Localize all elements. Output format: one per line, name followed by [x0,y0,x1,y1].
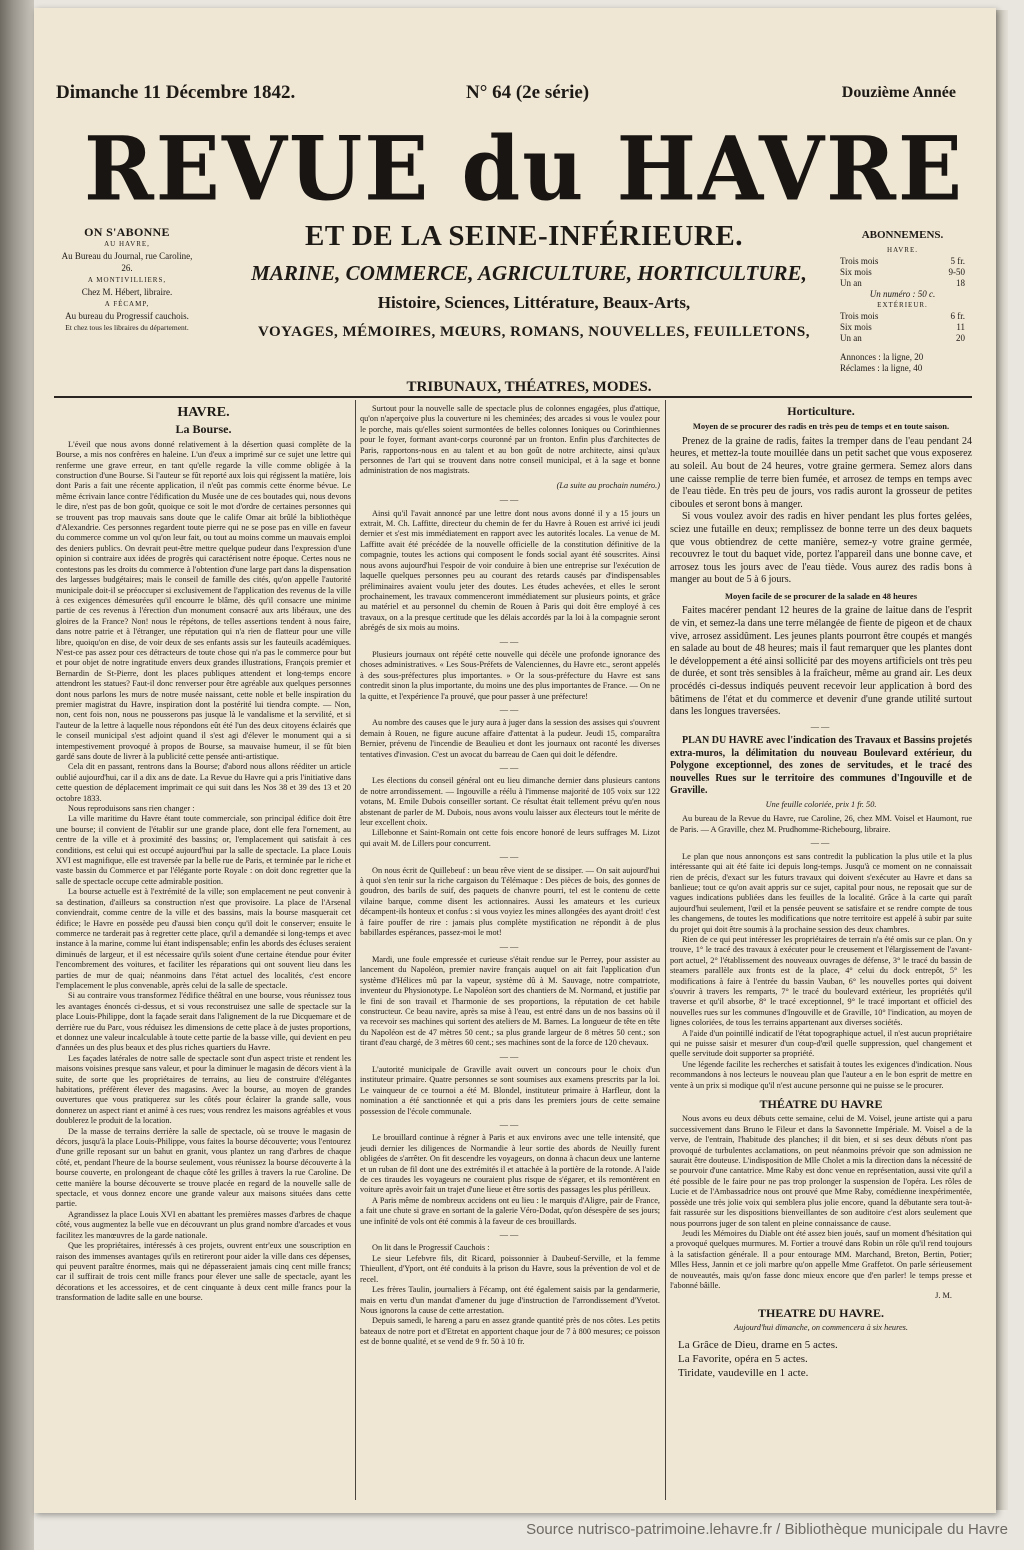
topics-line-2: Histoire, Sciences, Littérature, Beaux-Arts, [377,293,691,312]
paragraph: On lit dans le Progressif Cauchois : [372,1243,490,1253]
plan-announcement: PLAN DU HAVRE avec l'indication des Travaux et Bassins projetés extra-muros, la délimitation du nouveau Boulevard extérieur, du Polygone exceptionnel, des zones de servitudes, et le tracé des nouvelles Rues sur le territoire des communes d'Ingouville et de Graville. [670,735,972,797]
topics-line-3: VOYAGES, MÉMOIRES, MŒURS, ROMANS, NOUVELLES, FEUILLETONS, [257,324,811,340]
single-issue-price: Un numéro : 50 c. [869,289,936,299]
programme-item: Tiridate, vaudeville en 1 acte. [678,1366,809,1379]
subheading: Moyen de se procurer des radis en très peu de temps et en toute saison. [692,421,950,432]
paragraph: A l'aide d'un pointillé indicatif de l'état topographique actuel, il n'est aucun propriétaire qui ne puisse saisir et mesurer d'un coup-d'œil quelle suppression, quel changement et quelle servitude doit supporter sa propriété. [670,1028,972,1059]
paragraph: Une légende facilite les recherches et satisfait à toutes les exigences d'indication. Nous recommandons à nos lecteurs le nouveau plan que l'auteur a en le bon esprit de mettre en vente à un prix si modique qu'il n'est aucune personne qui ne puisse se le procurer. [670,1059,972,1090]
montivilliers-label: A MONTIVILLIERS, [87,276,167,284]
subheading: Moyen facile de se procurer de la salade en 48 heures [724,590,918,601]
paragraph: L'autorité municipale de Graville avait ouvert un concours pour le choix d'un instituteur primaire. Quatre personnes se sont soumises aux examens prescrits par la loi. Le vainqueur de ce tournoi a été M. Blondel, instituteur primaire à Harfleur, dont la nomination a été sanctionnée et qui a pris dans les premiers jours de cette semaine possession de l'école communale. [360,1064,660,1116]
newspaper-page [34,8,996,1513]
column-rule [665,400,666,1500]
subscribe-heading: ON S'ABONNE [84,225,170,239]
paragraph: Nous avons eu deux débuts cette semaine, celui de M. Voisel, jeune artiste qui a paru successivement dans Bruno le Fileur et dans la Savonnette Impériale. M. Voisel a de la verve, de l'entrain, l'habitude des planches; il dit bien, et si ses deux débuts n'ont pas provoqué de turbulentes acclamations, on peut néanmoins prévoir que son admission ne saurait être douteuse. L'indisposition de Mlle Cholet a mis la direction dans la nécessité de se pourvoir d'une cantatrice. Mme Raby est donc venue en représentation, aussi vite qu'il a été possible de le faire pour ne pas trop prolonger la suspension de l'opéra. Les rôles de Lucie et de l'Ambassadrice nous ont prouvé que Mme Raby, comédienne inexpérimentée, possède une très jolie voix qui semblera plus jolie encore, quand la débutante sera tout-à-fait rassurée sur les dispositions bienveillantes de son auditoire c'est alors seulement que nous pourrons juger de son talent en pleine connaissance de cause. [670,1114,972,1228]
paragraph: Depuis samedi, le hareng a paru en assez grande quantité près de nos côtes. Les petits bateaux de notre port et d'Etretat en apportent chaque jour de 7 à 800 mesures; ce poisson est de bonne qualité, et se vend de 9 fr. 50 à 10 fr. [360,1316,660,1347]
paragraph: De la masse de terrains derrière la salle de spectacle, où se trouve le magasin de décors, jusqu'à la place Louis-Philippe, vous faites la bourse découverte; vous l'entourez d'une grille reposant sur un bahut en granit, vous plantez un rang d'arbres de chaque côté, et, pendant l'heure de la bourse seulement, vous réunissez la bourse découverte à la bourse couverte, en prolongeant de chaque côté les grilles à travers la rue Caroline. De cette manière la bourse découverte se trouve placée en regard de la nouvelle salle de spectacle, et vous donnez encore une grande valeur aux maisons situées dans cette partie. [56,1126,351,1209]
separator: —— [499,1051,521,1061]
paragraph: Lillebonne et Saint-Romain ont cette fois encore honoré de leurs suffrages M. Lizot qui avait M. de Lillers pour concurrent. [360,828,660,848]
paragraph: Au nombre des causes que le jury aura à juger dans la session des assises qui s'ouvrent demain à Rouen, ne figure aucune affaire d'attentat à la pudeur. Jeudi 15, comparaîtra Bernier, prévenu de l'incendie de Beaulieu et dont les journaux ont raconté les diverses tentatives d'invasion. C'est un avocat du barreau de Caen qui doit le défendre. [360,718,660,759]
programme-item: La Favorite, opéra en 5 actes. [678,1352,808,1365]
montivilliers-address: Chez M. Hébert, libraire. [81,287,173,297]
programme-time: Aujourd'hui dimanche, on commencera à six heures. [734,1323,908,1333]
separator: —— [499,704,521,714]
column-3 [670,404,972,1504]
paragraph: Si au contraire vous transformez l'édifice théâtral en une bourse, vous réunissez tous les avantages énoncés ci-dessus, et si vous reconstruisez une salle de spectacle sur la place Louis-Philippe, dont la façade serait dans l'alignement de la rue Dicquemare et de derrière rue du Parc, vous réduisez les dimensions de cette place à de justes proportions, et donnez une valeur incalculable à toute cette partie de la basse ville, qui devient en peu d'années un des plus beaux et des plus riches quartiers du Havre. [56,991,351,1053]
rate-price: 6 fr. [950,311,965,321]
column-rule [355,400,356,1500]
paragraph: Cela dit en passant, rentrons dans la Bourse; d'abord nous allons rééditer un article oublié aujourd'hui, car il a dix ans de date. La Revue du Havre qui a pris l'initiative dans cette question de déplacement imprimait ce qui suit dans les Nos 38 et 39 des 13 et 20 octobre 1833. [56,762,351,803]
paragraph: On nous écrit de Quillebeuf : un beau rêve vient de se dissiper. — On sait aujourd'hui à quoi s'en tenir sur la riche cargaison du Télémaque : Des pièces de bois, des gonnes de goudron, des barils de suif, des paquets de chanvre pourri, tel est le contenu de cette vilaine barque, comme disent les actionnaires. Aussi les amateurs et les curieux décampent-ils honteux et confus : si vous voyiez les mines allongées des ayant droit! c'est à faire pouffer de rire : jamais plus complète mystification ne répondit à de plus babillardes espérances, passez-moi le mot! [360,865,660,938]
plan-where: Au bureau de la Revue du Havre, rue Caroline, 26, chez MM. Voisel et Haumont, rue de Paris. — A Graville, chez M. Prudhomme-Richebourg, libraire. [670,814,972,834]
fecamp-address: Au bureau du Progressif cauchois. [65,311,189,321]
rate-row [840,278,965,289]
book-binding [0,0,34,1550]
rate-price: 18 [956,278,965,288]
rates-havre-label: HAVRE. [887,246,918,254]
separator: —— [499,852,521,862]
rate-label: Un an [840,333,862,343]
rates-exterior-label: EXTÉRIEUR. [877,301,928,309]
paragraph: Ainsi qu'il l'avait annoncé par une lettre dont nous avons donné il y a 15 jours un extrait, M. Ch. Laffitte, directeur du chemin de fer du Havre à Rouen est arrivé ici jeudi dernier et s'est mis immédiatement en rapport avec les autorités locales. La venue de M. Laffitte avait été précédée de la nouvelle officielle de la constitution définitive de la compagnie, toutes les actions qui composent le fonds social ayant été souscrites. Ainsi nous avons aujourd'hui l'espoir de voir conduire à bien une entreprise sur l'exécution de laquelle quelques personnes peu au courant des retards causés par d'indispensables préliminaires avaient voulu jeter des doutes. Les études achevées, et elles le seront prochainement, les travaux commenceront immédiatement sur plusieurs points, et grâce au matériel et au personnel du chemin de Rouen à Paris qui doit être employé à ces travaux, on a la presque certitude que les délais accordés par la loi à la compagnie seront abrégés de six mois au moins. [360,508,660,633]
rate-row [840,311,965,322]
rate-label: Six mois [840,267,872,277]
paragraph: Agrandissez la place Louis XVI en abattant les premières masses d'arbres de chaque côté, vous augmentez la belle vue en découvrant un plus grand nombre d'arcades et vous facilitez les manœuvres de la garde nationale. [56,1209,351,1240]
source-credit: Source nutrisco-patrimoine.lehavre.fr / Bibliothèque municipale du Havre [526,1521,1008,1538]
section-heading-havre: HAVRE. [177,405,230,420]
paragraph: L'éveil que nous avons donné relativement à la désertion quasi complète de la Bourse, a mis nos confrères en haleine. L'un d'eux a imprimé sur ce sujet une lettre qui renferme une grave erreur, en tant qu'elle regarde la ville comme obligée à la construction d'une Bourse. Si l'auteur se fût reporté aux lois qui régissent la matière, lois dont Paris a fait une récente application, il n'eût pas commis cette énorme bévue. Le même écrivain lance contre l'édification du Musée une de ces boutades qui, nous devons le dire, n'est pas de bon goût, quoique ce soit le mot d'ordre de certaines personnes qui se trouvent pas trop mauvais sans doute que le calife Omar ait brûlé la bibliothèque d'Alexandrie. Ces personnes regardent toute pierre qui ne se pose pas en ville en faveur du commerce comme un vol qu'on leur fait, ou tout au moins comme un mauvais emploi des deniers publics. On devrait peut-être mettre quelque pudeur dans l'expression d'une opinion si contraire aux idées de progrès qui caractérisent notre époque. Certes nous ne contestons pas les droits du commerce à l'obtention d'une large part dans la dispensation des largesses budgétaires; mais le conseil de famille des cités, qu'on appelle l'autorité municipale doit-il se préoccuper si exclusivement de l'application des revenus de la ville à ces exigences démesurées qu'il encourre le blâme, dès qu'il consacre une minime partie de ces revenus à l'érection d'un monument consacré aux arts libéraux, une des gloires de la France? Non! nous le répétons, de telles assertions tendent à nous faire, dans notre patrie et à l'étranger, une réputation qui n'a rien de flatteur pour une ville libre, quoiqu'on en dise, de voir deux de ses enfants assis sur les fauteuils académiques. N'est-ce pas assez pour ces détracteurs de toute chose qui n'a pas le commerce pour but et pour objet de notre ingratitude envers deux grandes illustrations, François premier et Bernardin de St-Pierre, dont les places publiques attendent et long-temps encore attendront les statues? Faut-il donc renverser pour être agréable aux quelques personnes dont nous parlons les murs de notre musée naissant, cette noble et belle inspiration du premier magistrat du Havre, inspiration dont la postérité lui tiendra compte. — Non, non, cent fois non, nous ne pousserons pas jusque là le vandalisme et la servilité, et si l'auteur de la lettre à laquelle nous répondons eût été l'un des deux citoyens éclairés que le conseil municipal s'est adjoint quand il s'est agi d'élever le monument qui a si intempestivement provoqué à propos de Bourse, sa mauvaise humeur, il se fût bien gardé sans doute de livrer à la publicité cette pensée anti-artistique. [56,439,351,761]
separator: —— [499,763,521,772]
programme-item: La Grâce de Dieu, drame en 5 actes. [678,1338,838,1351]
rate-row [840,267,965,278]
rate-price: 20 [956,333,965,343]
paragraph: Le sieur Lefebvre fils, dit Ricard, poissonnier à Daubeuf-Serville, et la femme Thieullent, d'Yport, ont été conduits à la prison du Havre, sous la prévention de vol et de recel. [360,1253,660,1284]
issue-year: Douzième Année [841,84,956,101]
column-2 [360,404,660,1504]
paragraph: Faites macérer pendant 12 heures de la graine de laitue dans de l'esprit de vin, et semez-la dans une terre mélangée de fiente de pigeon et de chaux vive, arrosez assidûment. Les jeunes plants pourront être coupés et mangés en salade au bout de 48 heures; mais il faut remarquer que les plantes dont le développement a été ainsi sollicité par des moyens artificiels ont très peu de durée, et sont très sensibles à la fraîcheur, même au grand air. Les deux procédés ci-dessus indiqués peuvent recevoir leur application à bord des bâtimens de l'état et du commerce et devenir d'une grande utilité surtout dans les longues traversées. [670,605,972,718]
rates-heading: ABONNEMENS. [861,229,944,241]
issue-number: N° 64 (2e série) [466,82,590,103]
paragraph: Si vous voulez avoir des radis en hiver pendant les plus fortes gelées, sciez une futaille en deux; remplissez de bonne terre un des deux baquets que vous obtiendrez de cette manière, semez-y votre graine germée, recouvrez le tout du baquet vide, portez l'appareil dans une bonne cave, et arrosez tous les jours avec de l'eau tiède. Vous aurez des radis bons à manger au bout de 5 à 6 jours. [670,511,972,586]
separator: —— [499,941,521,951]
rate-label: Six mois [840,322,872,332]
separator: —— [810,721,832,731]
signature: J. M. [935,1291,952,1301]
rate-price: 9-50 [948,267,965,277]
rate-price: 5 fr. [950,256,965,266]
column-1 [56,404,351,1504]
rate-row [840,333,965,344]
paragraph: La ville maritime du Havre étant toute commerciale, son principal édifice doit être une bourse; il convient de l'établir sur une grande place, dont elle fera l'ornement, au centre de la ville et à proximité des bassins; or, l'emplacement qui satisfait à ces conditions, est celui qui est occupé aujourd'hui par la salle de spectacle. La place Louis XVI est magnifique, elle est traversée par la belle rue de Paris, et terminée par le riche et vaste bassin du Commerce et par l'élégante porte Royale : on doit donc regretter que la salle de spectacle occupe cette admirable position. [56,814,351,886]
paragraph: Prenez de la graine de radis, faites la tremper dans de l'eau pendant 24 heures, et mettez-la toute mouillée dans un petit sachet que vous exposerez au soleil. Au bout de 24 heures, votre graine germera. Semez alors dans une caisse remplie de terre bien fumée, et arrosez de temps en temps avec de l'eau tiède. En très peu de jours, vos radis auront la grosseur de petites ciboules et seront bons à manger. [670,435,972,510]
paragraph: Rien de ce qui peut intéresser les propriétaires de terrain n'a été omis sur ce plan. On y trouve, 1° le tracé des travaux à exécuter pour le creusement et l'élargissement de l'avant-port actuel, 2° l'établissement des nouveaux ouvrages de défense, 3° le tracé du bassin de steamers parallèle aux fronts est de la place, 4° celui du dock entrepôt, 5° les modifications à faire à l'entrée du bassin Vauban, 6° les nouvelles portes qui doivent s'ouvrir à travers les remparts, 7° le tracé du boulevard extérieur, les propriétés qu'il traverse et qu'il absorbe, 8° le tracé exceptionnel, 9° le tracé important et officiel des nouvelles rues sur les communes d'Ingouville et de Graville, 10° l'indication, au moyen de lignes coloriées, de tous les terrains appartenant aux diverses sociétés. [670,934,972,1028]
dateline [56,82,956,112]
rate-label: Un an [840,278,862,288]
separator: —— [499,1120,521,1129]
paragraph: Les élections du conseil général ont eu lieu dimanche dernier dans plusieurs cantons de notre arrondissement. — Ingouville a réélu à l'immense majorité de 105 voix sur 122 votans, M. Emile Dubois conseiller sortant. Ce résultat était tellement prévu qu'en nous abstenant de parler de M. Dubois, nous avons voulu laisser aux électeurs tout le mérite de leur excellent choix. [360,776,660,828]
rate-label: Trois mois [840,311,879,321]
paragraph: Jeudi les Mémoires du Diable ont été assez bien joués, sauf un moment d'hésitation qui a provoqué quelques murmures. M. Fortier a trouvé dans Robin un rôle qu'il rend toujours à la satisfaction générale. Il a pour entourage MM. Marchand, Breton, Bertin, Potier; Mlles Hess, Jannin et ce joli marbre qu'on appelle Mme Graffetot. On parle sérieusement de nouveautés, mais qu'on fasse donc mieux encore que d'en parler! le temps presse et l'abonné bâille. [670,1228,972,1290]
rate-row [840,322,965,333]
page-edge [996,10,1008,1510]
separator: —— [499,1230,521,1240]
subscription-places [58,226,196,334]
continued-note: (La suite au prochain numéro.) [556,480,660,490]
separator: —— [499,495,521,505]
paragraph: A Paris même de nombreux accidens ont eu lieu : le marquis d'Aligre, pair de France, a fait une chute si grave en sortant de la galerie Véro-Dodat, qu'on désespère de ses jours; une infinité de vols ont été commis à la faveur de ces brouillards. [360,1195,660,1226]
separator: —— [810,838,832,848]
other-libraries: Et chez tous les libraires du département. [65,323,189,332]
topics-line-1: MARINE, COMMERCE, AGRICULTURE, HORTICULTURE, [251,261,807,285]
paragraph: Que les propriétaires, intéressés à ces projets, ouvrent entr'eux une souscription en raison des immenses avantages qu'ils en retireront pour aider la ville dans ces dépenses, qui peuvent paraître énormes, mais qui ne dépasseraient jamais cinq cent mille francs; car il suffirait de trois cent mille francs pour élever une salle de spectacle, ayant les décorations et les accessoires, et de cent cinquante à deux cent mille francs pour la transformation de ladite salle en une bourse. [56,1241,351,1303]
separator: —— [499,636,521,646]
plan-price: Une feuille coloriée, prix 1 fr. 50. [765,800,877,810]
havre-address: Au Bureau du Journal, rue Caroline, 26. [61,251,193,273]
reclames-price: Réclames : la ligne, 40 [840,363,923,373]
subscription-rates [840,230,965,374]
theatre-heading: THÉATRE DU HAVRE [759,1097,883,1112]
paragraph: Plusieurs journaux ont répété cette nouvelle qui décèle une profonde ignorance des choses administratives. « Les Sous-Préfets de Valenciennes, du Havre etc., seront appelés à des sous-préfectures plus importantes. » Or la sous-préfecture du Havre est sans contredit sinon la plus importante, du moins une des plus importantes de France. — On ne la quitte, et l'expérience l'a prouvé, que pour passer à une préfecture! [360,649,660,701]
article-title-bourse: La Bourse. [175,422,232,437]
rate-price: 11 [956,322,965,332]
rate-row [840,256,965,267]
paragraph: Nous reproduisons sans rien changer : [68,804,195,814]
paragraph: Les frères Taulin, journaliers à Fécamp, ont été également saisis par la gendarmerie, mais en vertu d'un mandat d'amener du juge d'instruction de l'arrondissement d'Yvetot. Nous ignorons la cause de cette arrestation. [360,1285,660,1315]
paragraph: Le brouillard continue à régner à Paris et aux environs avec une telle intensité, que jeudi dernier les diligences de Normandie à leur sortie des abords de Neuilly furent obligées de s'arrêter. On fit descendre les voyageurs, on donna à chacun deux une lanterne et un ruban de fil dont une des extrémités il et attachée à la portière de la rotonde. A l'aide de ces tiraudes les voyageurs ne couraient plus risque de s'égarer, et ils remontèrent en voiture après avoir fait un trajet d'une lieue et être sortis des passages les plus périlleux. [360,1133,660,1195]
paragraph: La bourse actuelle est à l'extrémité de la ville; son emplacement ne peut convenir à sa destination, d'ailleurs sa construction n'est que provisoire. La place de l'Arsenal conviendrait, comme centre de la ville et des bassins, mais la bourse masquerait cet édifice; le Havre en possède peu d'aussi bien conçu qu'il doit le conserver; ensuite le commerce ne tarderait pas à regretter cette place, qu'il a demandée si long-temps et avec instance à la marine, comme lui étant indispensable; enfin les abords des écluses seraient diminués de largeur, et il est nécessaire qu'ils soient d'une certaine étendue pour éviter l'encombrement des voitures, et faciliter les réparations qui ont souvent lieu dans les parties de mur de quai; néanmoins dans l'état actuel des localités, c'est encore l'emplacement le plus convenable, après celui de la salle de spectacle. [56,887,351,990]
fecamp-label: A FÉCAMP, [104,300,150,308]
paragraph: Les façades latérales de notre salle de spectacle sont d'un aspect triste et rendent les maisons voisines presque sans valeur, et pour la diminuer le magasin de décors vient à la suite, de sorte que les propriétaires de terrains, au lieu de construire d'élégantes habitations, préfèrent élever des magasins. Avec la bourse, au moyen de grandes ouvertures que vous pratiquerez sur les côtés pour éclairer la grande salle, vous donnerez un aspect riant et animé à ces rues; vous rendrez les maisons agréables et vous doublerez le produit de la location. [56,1053,351,1126]
section-heading-horticulture: Horticulture. [787,404,855,418]
masthead-rule [54,396,972,398]
newspaper-title: REVUE du HAVRE [84,116,965,221]
topics-line-4: TRIBUNAUX, THÉATRES, MODES. [406,379,652,395]
paragraph: Mardi, une foule empressée et curieuse s'était rendue sur le Perrey, pour assister au lancement du Napoléon, premier navire français auquel on ait fait l'application d'un système d'Hélices mû par la vapeur, système dû à M. Sauvage, notre compatriote, inventeur du Physionotype. Le Napoléon sort des chantiers de M. Normand, et justifie par le fini de son travail et l'harmonie de ses proportions, la réputation de cet habile constructeur. Ce beau navire, après sa mise à l'eau, est entré dans un de nos bassins où il va recevoir ses machines qui sortent des ateliers de M. Barnes. La longueur de tête en tête du Napoléon est de 47 mètres 50 cent.; sa plus grande largeur de 8 mètres 50 cent.; son tirant d'eau chargé, de 3 mètres 60 cent.; ses machines sont de la force de 120 chevaux. [360,954,660,1048]
newspaper-subtitle: ET DE LA SEINE-INFÉRIEURE. [305,220,743,252]
rate-label: Trois mois [840,256,879,266]
paragraph: Le plan que nous annonçons est sans contredit la publication la plus utile et la plus intéressante qui ait été faite ici depuis long-temps. Jusqu'à ce moment on ne connaissait rien de précis, d'exact sur les futurs travaux qui doivent s'exécuter au Havre et dans sa banlieue; tout ce qu'on avait appris sur ce sujet, capital pour nous, ne reposait que sur de vagues indications publiées dans les feuilles de la localité. Grâce à la carte qui paraît aujourd'hui seulement, l'œil et la pensée peuvent se satisfaire et se rendre compte de tous les changemens, de toutes les modifications que notre territoire est appelé à subir par suite du projet qui doit être soumis à la prochaine session des deux chambres. [670,851,972,934]
havre-label: AU HAVRE, [104,240,150,248]
paragraph: Surtout pour la nouvelle salle de spectacle plus de colonnes engagées, plus d'attique, qu'on n'aperçoive plus la couverture ni les cheminées; des arcades si vous le voulez pour le porche, mais qu'elles soient surmontées de belles colonnes Ioniques ou Corinthiennes pour le foyer, formant avant-corps couronné par un fronton. Enfin plus d'architectes de Paris, rapportons-nous en au talent et au bon goût de notre architecte, ainsi qu'aux personnes de l'art qui se trouvent dans notre conseil municipal, et à la sage et bonne administration de nos magistrats. [360,404,660,476]
theatre-programme-heading: THEATRE DU HAVRE. [758,1305,884,1320]
ads-price: Annonces : la ligne, 20 [840,352,924,362]
issue-date: Dimanche 11 Décembre 1842. [56,82,296,103]
